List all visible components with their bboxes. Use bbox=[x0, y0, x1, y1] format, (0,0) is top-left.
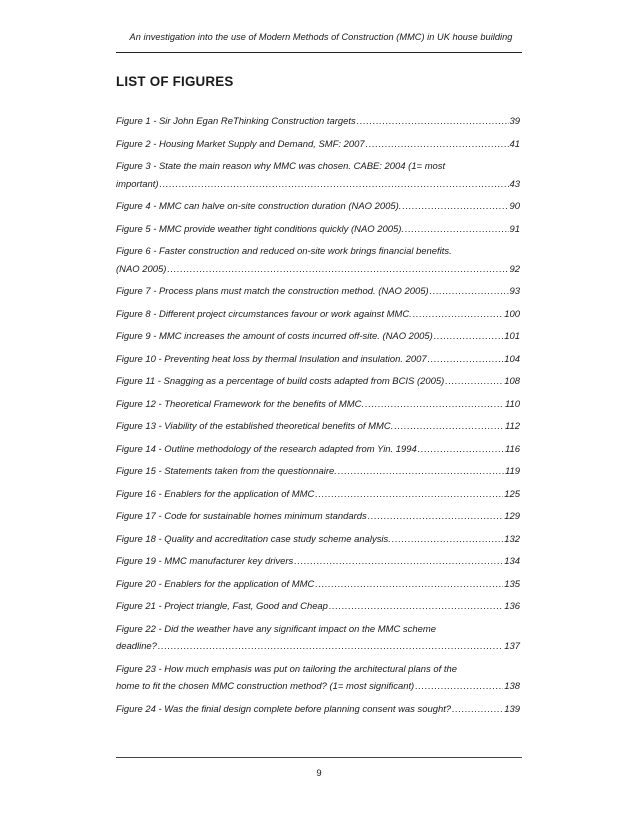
entry-page: 135 bbox=[504, 578, 520, 590]
entry-page: 43 bbox=[509, 178, 520, 190]
entry-page: 139 bbox=[504, 703, 520, 715]
entry-page: 116 bbox=[504, 443, 520, 455]
entry-page: 112 bbox=[504, 421, 520, 432]
entry-text: Figure 5 - MMC provide weather tight conditions quickly (NAO 2005). bbox=[116, 223, 404, 235]
leader-dots bbox=[415, 678, 503, 696]
leader-dots bbox=[434, 328, 503, 346]
entry-text: Figure 1 - Sir John Egan ReThinking Construction targets bbox=[116, 116, 356, 127]
entry-text: Figure 10 - Preventing heat loss by thermal Insulation and insulation. 2007 bbox=[116, 353, 427, 365]
leader-dots bbox=[365, 396, 504, 414]
figure-entry-5[interactable] bbox=[116, 221, 520, 239]
entry-text: Figure 11 - Snagging as a percentage of build costs adapted from BCIS (2005) bbox=[116, 376, 445, 387]
figure-entry-22[interactable] bbox=[116, 621, 520, 656]
figure-entry-14[interactable] bbox=[116, 441, 520, 459]
entry-page: 90 bbox=[509, 201, 520, 212]
running-header: An investigation into the use of Modern Methods of Construction (MMC) in UK house building bbox=[129, 32, 513, 42]
figure-entry-2[interactable] bbox=[116, 136, 520, 154]
leader-dots bbox=[428, 351, 504, 369]
leader-dots bbox=[452, 701, 503, 719]
figure-entry-21[interactable] bbox=[116, 598, 520, 616]
entry-text: Figure 21 - Project triangle, Fast, Good and Cheap bbox=[116, 601, 328, 612]
leader-dots bbox=[392, 531, 503, 549]
leader-dots bbox=[368, 508, 504, 526]
entry-page: 101 bbox=[504, 331, 520, 342]
figure-entry-11[interactable] bbox=[116, 373, 520, 391]
entry-page: 125 bbox=[504, 488, 520, 500]
entry-text: Figure 4 - MMC can halve on-site construction duration (NAO 2005). bbox=[116, 201, 402, 212]
figure-entry-3[interactable] bbox=[116, 158, 520, 193]
figure-entry-1[interactable] bbox=[116, 113, 520, 131]
leader-dots bbox=[430, 283, 509, 301]
footer-divider bbox=[116, 757, 522, 758]
entry-text: Figure 8 - Different project circumstances favour or work against MMC. bbox=[116, 308, 412, 320]
leader-dots bbox=[315, 486, 503, 504]
entry-text-line1: Figure 6 - Faster construction and reduced on-site work brings financial benefits. bbox=[116, 246, 452, 257]
figure-entry-12[interactable] bbox=[116, 396, 520, 414]
entry-text: Figure 24 - Was the finial design complete before planning consent was sought? bbox=[116, 703, 452, 715]
leader-dots bbox=[402, 198, 508, 216]
figures-list bbox=[116, 113, 520, 723]
leader-dots bbox=[405, 221, 509, 239]
entry-text: Figure 14 - Outline methodology of the research adapted from Yin. 1994 bbox=[116, 443, 417, 455]
figure-entry-7[interactable] bbox=[116, 283, 520, 301]
leader-dots bbox=[315, 576, 503, 594]
entry-page: 138 bbox=[504, 681, 520, 692]
entry-page: 92 bbox=[509, 263, 520, 275]
entry-text: Figure 15 - Statements taken from the questionnaire. bbox=[116, 466, 337, 477]
entry-text-line1: Figure 22 - Did the weather have any significant impact on the MMC scheme bbox=[116, 623, 436, 635]
entry-text: Figure 13 - Viability of the established theoretical benefits of MMC. bbox=[116, 421, 394, 432]
entry-page: 41 bbox=[509, 138, 520, 150]
entry-text: Figure 18 - Quality and accreditation case study scheme analysis. bbox=[116, 533, 391, 545]
figure-entry-10[interactable] bbox=[116, 351, 520, 369]
entry-text: Figure 7 - Process plans must match the construction method. (NAO 2005) bbox=[116, 286, 429, 297]
entry-page: 39 bbox=[509, 116, 520, 127]
entry-page: 108 bbox=[504, 376, 520, 387]
entry-text: Figure 9 - MMC increases the amount of costs incurred off-site. (NAO 2005) bbox=[116, 331, 433, 342]
page-title: LIST OF FIGURES bbox=[116, 74, 234, 89]
figure-entry-8[interactable] bbox=[116, 306, 520, 324]
leader-dots bbox=[167, 261, 508, 279]
entry-page: 119 bbox=[504, 466, 520, 477]
figure-entry-6[interactable] bbox=[116, 243, 520, 278]
leader-dots bbox=[329, 598, 503, 616]
entry-page: 129 bbox=[504, 511, 520, 522]
entry-text: Figure 2 - Housing Market Supply and Demand, SMF: 2007 bbox=[116, 138, 365, 150]
entry-page: 93 bbox=[509, 286, 520, 297]
figure-entry-24[interactable] bbox=[116, 701, 520, 719]
figure-entry-23[interactable] bbox=[116, 661, 520, 696]
figure-entry-4[interactable] bbox=[116, 198, 520, 216]
entry-text-line2: (NAO 2005) bbox=[116, 263, 167, 275]
figure-entry-13[interactable] bbox=[116, 418, 520, 436]
entry-text: Figure 20 - Enablers for the application of MMC bbox=[116, 578, 315, 590]
entry-text-line2: deadline? bbox=[116, 641, 157, 652]
entry-page: 137 bbox=[504, 641, 520, 652]
figure-entry-20[interactable] bbox=[116, 576, 520, 594]
entry-page: 132 bbox=[504, 533, 520, 545]
leader-dots bbox=[294, 553, 503, 571]
entry-text-line1: Figure 3 - State the main reason why MMC was chosen. CABE: 2004 (1= most bbox=[116, 161, 446, 172]
entry-page: 91 bbox=[509, 223, 520, 235]
leader-dots bbox=[366, 136, 509, 154]
figure-entry-15[interactable] bbox=[116, 463, 520, 481]
figure-entry-19[interactable] bbox=[116, 553, 520, 571]
entry-page: 100 bbox=[504, 308, 520, 320]
figure-entry-16[interactable] bbox=[116, 486, 520, 504]
entry-text-line2: home to fit the chosen MMC construction method? (1= most significant) bbox=[116, 681, 415, 692]
entry-text: Figure 19 - MMC manufacturer key drivers bbox=[116, 556, 294, 567]
entry-text: Figure 12 - Theoretical Framework for the benefits of MMC. bbox=[116, 398, 365, 410]
leader-dots bbox=[394, 418, 504, 436]
entry-text: Figure 16 - Enablers for the application of MMC bbox=[116, 488, 315, 500]
leader-dots bbox=[357, 113, 509, 131]
entry-page: 136 bbox=[504, 601, 520, 612]
figure-entry-18[interactable] bbox=[116, 531, 520, 549]
leader-dots bbox=[159, 176, 508, 194]
figure-entry-9[interactable] bbox=[116, 328, 520, 346]
header-divider bbox=[116, 52, 522, 53]
entry-page: 110 bbox=[504, 398, 520, 410]
entry-page: 104 bbox=[504, 353, 520, 365]
leader-dots bbox=[445, 373, 503, 391]
leader-dots bbox=[338, 463, 504, 481]
leader-dots bbox=[158, 638, 503, 656]
entry-text-line1: Figure 23 - How much emphasis was put on tailoring the architectural plans of the bbox=[116, 663, 457, 675]
entry-page: 134 bbox=[504, 556, 520, 567]
entry-text-line2: important) bbox=[116, 178, 159, 190]
leader-dots bbox=[418, 441, 504, 459]
page-number: 9 bbox=[316, 768, 322, 779]
leader-dots bbox=[413, 306, 503, 324]
figure-entry-17[interactable] bbox=[116, 508, 520, 526]
entry-text: Figure 17 - Code for sustainable homes minimum standards bbox=[116, 511, 367, 522]
